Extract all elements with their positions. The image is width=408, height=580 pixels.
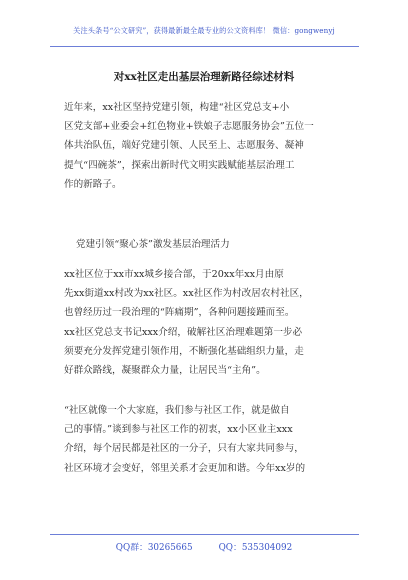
paragraph-line: “社区就像一个大家庭，我们参与社区工作，就是做自 xyxy=(64,405,290,416)
paragraph-resident-quote xyxy=(64,401,354,478)
header-banner: 关注头条号“公文研究”，获得最新最全最专业的公文资料库！ 微信：gongwenyj xyxy=(73,26,335,35)
footer-contact xyxy=(0,540,408,553)
paragraph-line: 提气“四碗茶”，探索出新时代文明实践赋能基层治理工 xyxy=(64,159,295,171)
paragraph-line: 也曾经历过一段治理的“阵痛期”，各种问题接踵而至。 xyxy=(64,307,295,319)
paragraph-line: 介绍，每个居民都是社区的一分子，只有大家共同参与， xyxy=(64,443,304,455)
paragraph-line: 须要充分发挥党建引领作用，不断强化基础组织力量，走 xyxy=(64,345,304,357)
document-title: 对xx社区走出基层治理新路径综述材料 xyxy=(113,71,295,83)
paragraph-line: xx社区党总支书记xxx介绍，破解社区治理难题第一步必 xyxy=(64,326,303,338)
paragraph-community-background xyxy=(64,265,354,380)
header-divider xyxy=(50,46,359,47)
paragraph-line: 先xx街道xx村改为xx社区。xx社区作为村改居农村社区， xyxy=(64,288,309,300)
paragraph-line: 作的新路子。 xyxy=(64,178,122,190)
paragraph-line: 体共治队伍，端好党建引领、人民至上、志愿服务、凝神 xyxy=(64,140,304,152)
paragraph-line: 近年来，xx社区坚持党建引领，构建“社区党总支+小 xyxy=(64,102,290,113)
paragraph-line: 己的事情。”谈到参与社区工作的初衷，xx小区业主xxx xyxy=(64,424,293,436)
paragraph-line: 社区环境才会变好，邻里关系才会更加和谐。今年xx岁的 xyxy=(64,462,306,474)
paragraph-line: 好群众路线，凝聚群众力量，让居民当“主角”。 xyxy=(64,364,266,376)
section-heading: 党建引领“聚心茶”激发基层治理活力 xyxy=(76,239,230,250)
footer-divider xyxy=(50,534,359,535)
qq-group-number: QQ群：30265665 xyxy=(115,543,193,553)
paragraph-intro xyxy=(64,98,354,194)
paragraph-line: xx社区位于xx市xx城乡接合部，于20xx年xx月由原 xyxy=(64,269,284,280)
qq-number: QQ：535304092 xyxy=(218,543,293,553)
paragraph-line: 区党支部+业委会+红色物业+铁娘子志愿服务协会”五位一 xyxy=(64,121,314,133)
